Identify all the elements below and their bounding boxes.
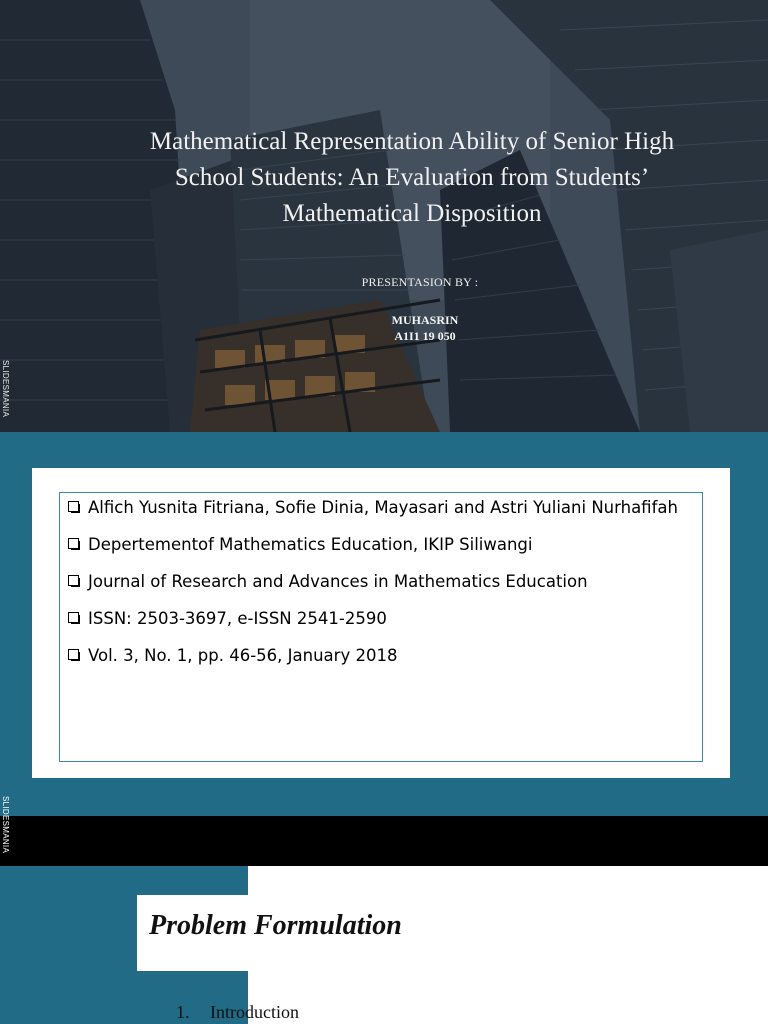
reference-item-journal xyxy=(66,571,698,592)
reference-item-authors xyxy=(66,497,698,518)
reference-text: Journal of Research and Advances in Mathematics Education xyxy=(88,572,588,591)
checkbox-bullet-icon xyxy=(68,538,79,549)
reference-slide xyxy=(0,432,768,866)
slidesmania-watermark: SLIDESMANIA xyxy=(1,360,10,418)
author-id: A1I1 19 050 xyxy=(394,329,456,343)
checkbox-bullet-icon xyxy=(68,501,79,512)
author-name: MUHASRIN xyxy=(391,313,459,327)
reference-item-volume xyxy=(66,645,698,666)
presentation-title: Mathematical Representation Ability of Senior High School Students: An Evaluation from Students’ Mathematical Disposition xyxy=(149,128,675,227)
author-block xyxy=(320,312,530,344)
checkbox-bullet-icon xyxy=(68,649,79,660)
reference-text: Depertementof Mathematics Education, IKIP Siliwangi xyxy=(88,535,533,554)
title-slide xyxy=(0,0,768,432)
slide-divider-band xyxy=(0,816,768,866)
list-item-text: Introduction xyxy=(210,1002,299,1022)
reference-textbox xyxy=(59,492,703,762)
checkbox-bullet-icon xyxy=(68,612,79,623)
reference-list xyxy=(66,497,698,682)
presented-by-label: PRESENTASION BY : xyxy=(361,275,479,289)
reference-card xyxy=(32,468,730,778)
checkbox-bullet-icon xyxy=(68,575,79,586)
reference-item-issn xyxy=(66,608,698,629)
reference-text: Vol. 3, No. 1, pp. 46-56, January 2018 xyxy=(88,646,398,665)
slidesmania-watermark: SLIDESMANIA xyxy=(1,796,10,854)
slide-heading: Problem Formulation xyxy=(149,910,402,941)
numbered-list-item xyxy=(176,1002,299,1023)
list-number: 1. xyxy=(176,1002,190,1022)
problem-formulation-slide xyxy=(0,866,768,1024)
reference-text: ISSN: 2503-3697, e-ISSN 2541-2590 xyxy=(88,609,387,628)
reference-item-department xyxy=(66,534,698,555)
reference-text: Alfich Yusnita Fitriana, Sofie Dinia, Mayasari and Astri Yuliani Nurhafifah xyxy=(88,498,678,517)
